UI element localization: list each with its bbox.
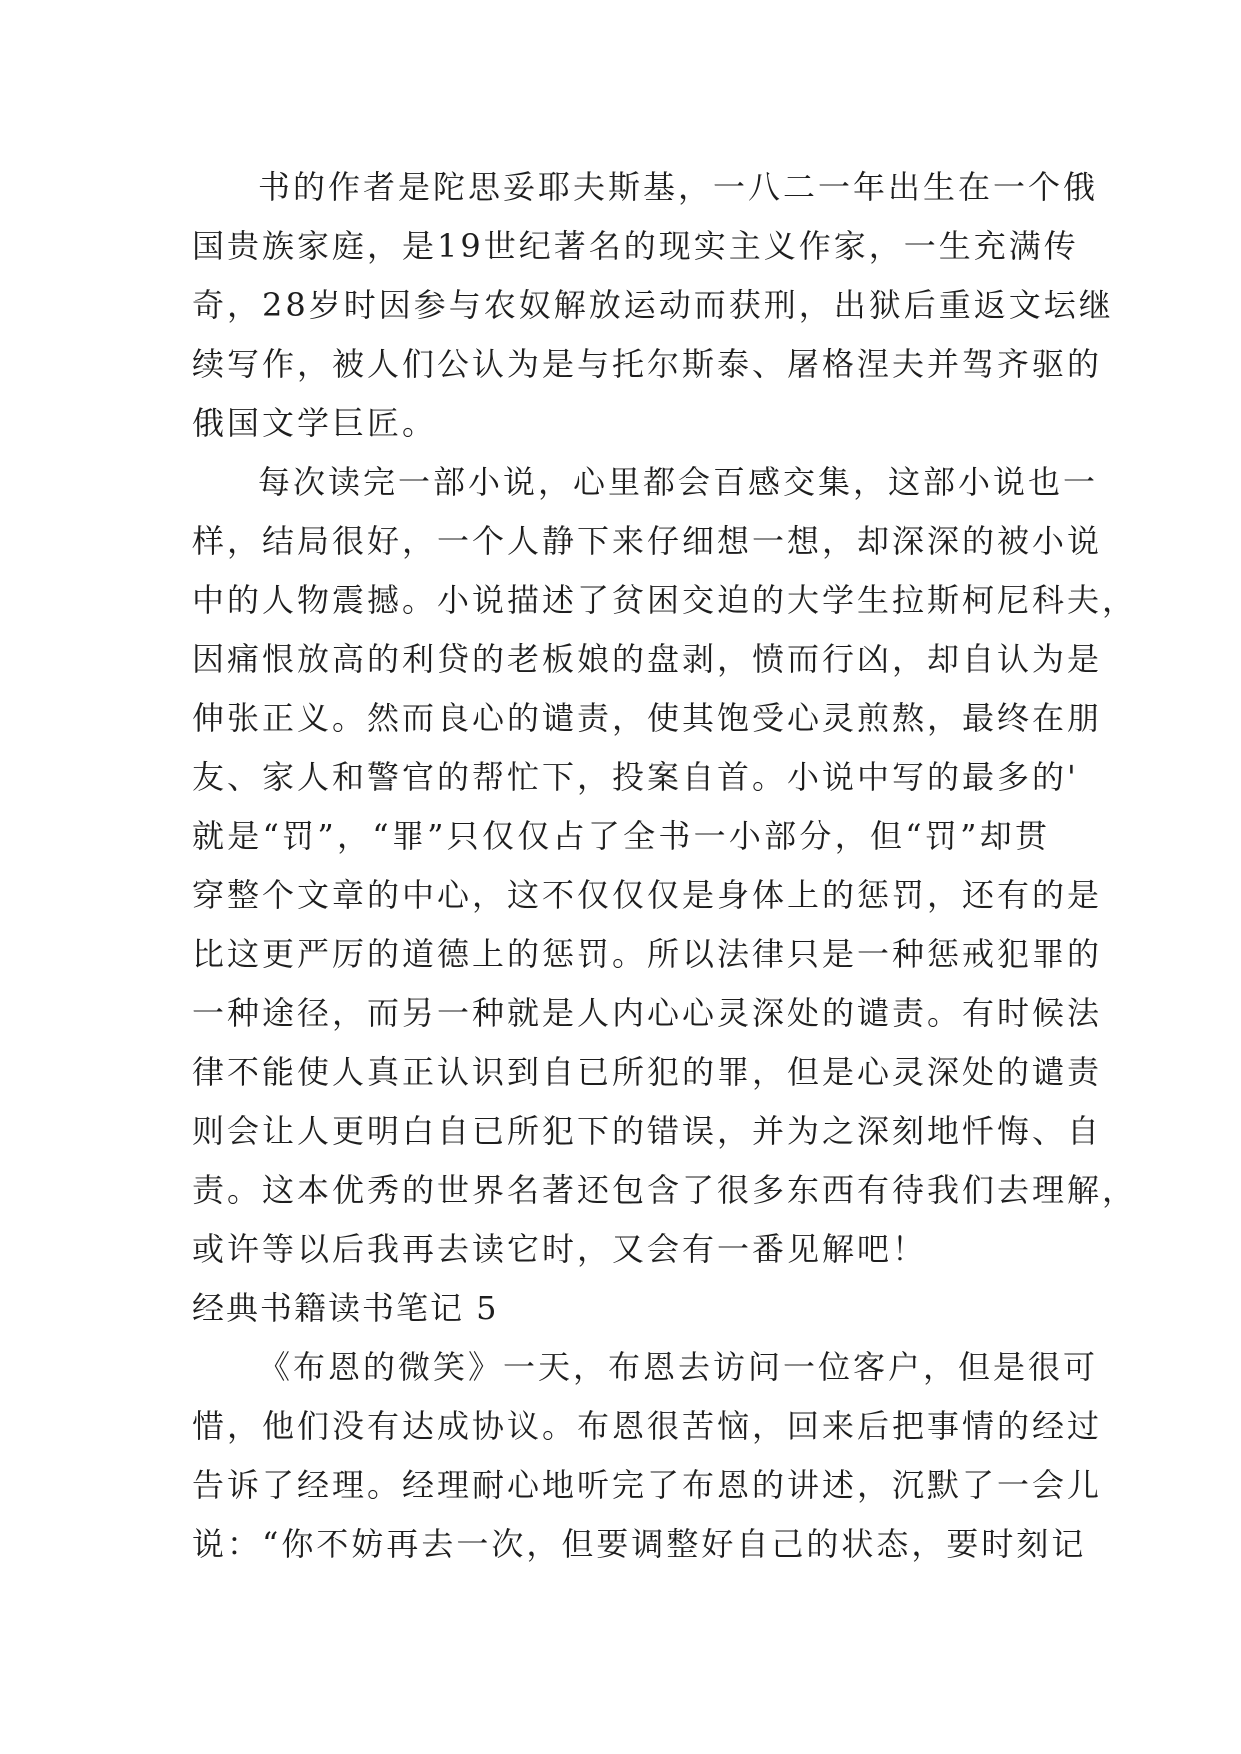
text-line: 穿整个文章的中心，这不仅仅仅是身体上的惩罚，还有的是	[192, 876, 1103, 914]
text-line: 每次读完一部小说，心里都会百感交集，这部小说也一	[258, 463, 1099, 501]
text-line: 就是“罚”，“罪”只仅仅占了全书一小部分，但“罚”却贯	[192, 817, 1050, 855]
text-line: 样，结局很好，一个人静下来仔细想一想，却深深的被小说	[192, 522, 1103, 560]
text-line: 伸张正义。然而良心的谴责，使其饱受心灵煎熬，最终在朋	[192, 699, 1103, 737]
paragraph	[192, 453, 1138, 1279]
text-line: 责。这本优秀的世界名著还包含了很多东西有待我们去理解，	[192, 1171, 1138, 1209]
paragraph	[192, 1338, 1103, 1574]
text-line: 告诉了经理。经理耐心地听完了布恩的讲述，沉默了一会儿	[192, 1466, 1103, 1504]
text-line: 国贵族家庭，是19世纪著名的现实主义作家，一生充满传	[192, 227, 1079, 265]
text-line: 则会让人更明白自已所犯下的错误，并为之深刻地忏悔、自	[192, 1112, 1103, 1150]
text-line: 《布恩的微笑》一天，布恩去访问一位客户，但是很可	[258, 1348, 1099, 1386]
text-line: 说：“你不妨再去一次，但要调整好自己的状态，要时刻记	[192, 1525, 1087, 1563]
text-line: 中的人物震撼。小说描述了贫困交迫的大学生拉斯柯尼科夫，	[192, 581, 1138, 619]
text-line: 比这更严厉的道德上的惩罚。所以法律只是一种惩戒犯罪的	[192, 935, 1103, 973]
text-line: 奇，28岁时因参与农奴解放运动而获刑，出狱后重返文坛继	[192, 286, 1114, 324]
text-line: 律不能使人真正认识到自已所犯的罪，但是心灵深处的谴责	[192, 1053, 1103, 1091]
text-line: 惜，他们没有达成协议。布恩很苦恼，回来后把事情的经过	[192, 1407, 1103, 1445]
text-line: 友、家人和警官的帮忙下，投案自首。小说中写的最多的'	[192, 758, 1079, 796]
text-line: 一种途径，而另一种就是人内心心灵深处的谴责。有时候法	[192, 994, 1103, 1032]
text-line: 或许等以后我再去读它时，又会有一番见解吧！	[192, 1230, 928, 1268]
section-heading: 经典书籍读书笔记 5	[192, 1289, 499, 1327]
text-line: 因痛恨放高的利贷的老板娘的盘剥，愤而行凶，却自认为是	[192, 640, 1103, 678]
text-line: 俄国文学巨匠。	[192, 404, 438, 442]
text-line: 续写作，被人们公认为是与托尔斯泰、屠格涅夫并驾齐驱的	[192, 345, 1103, 383]
paragraph	[192, 158, 1114, 453]
text-line: 书的作者是陀思妥耶夫斯基，一八二一年出生在一个俄	[258, 168, 1099, 206]
document-body	[192, 158, 1138, 1574]
